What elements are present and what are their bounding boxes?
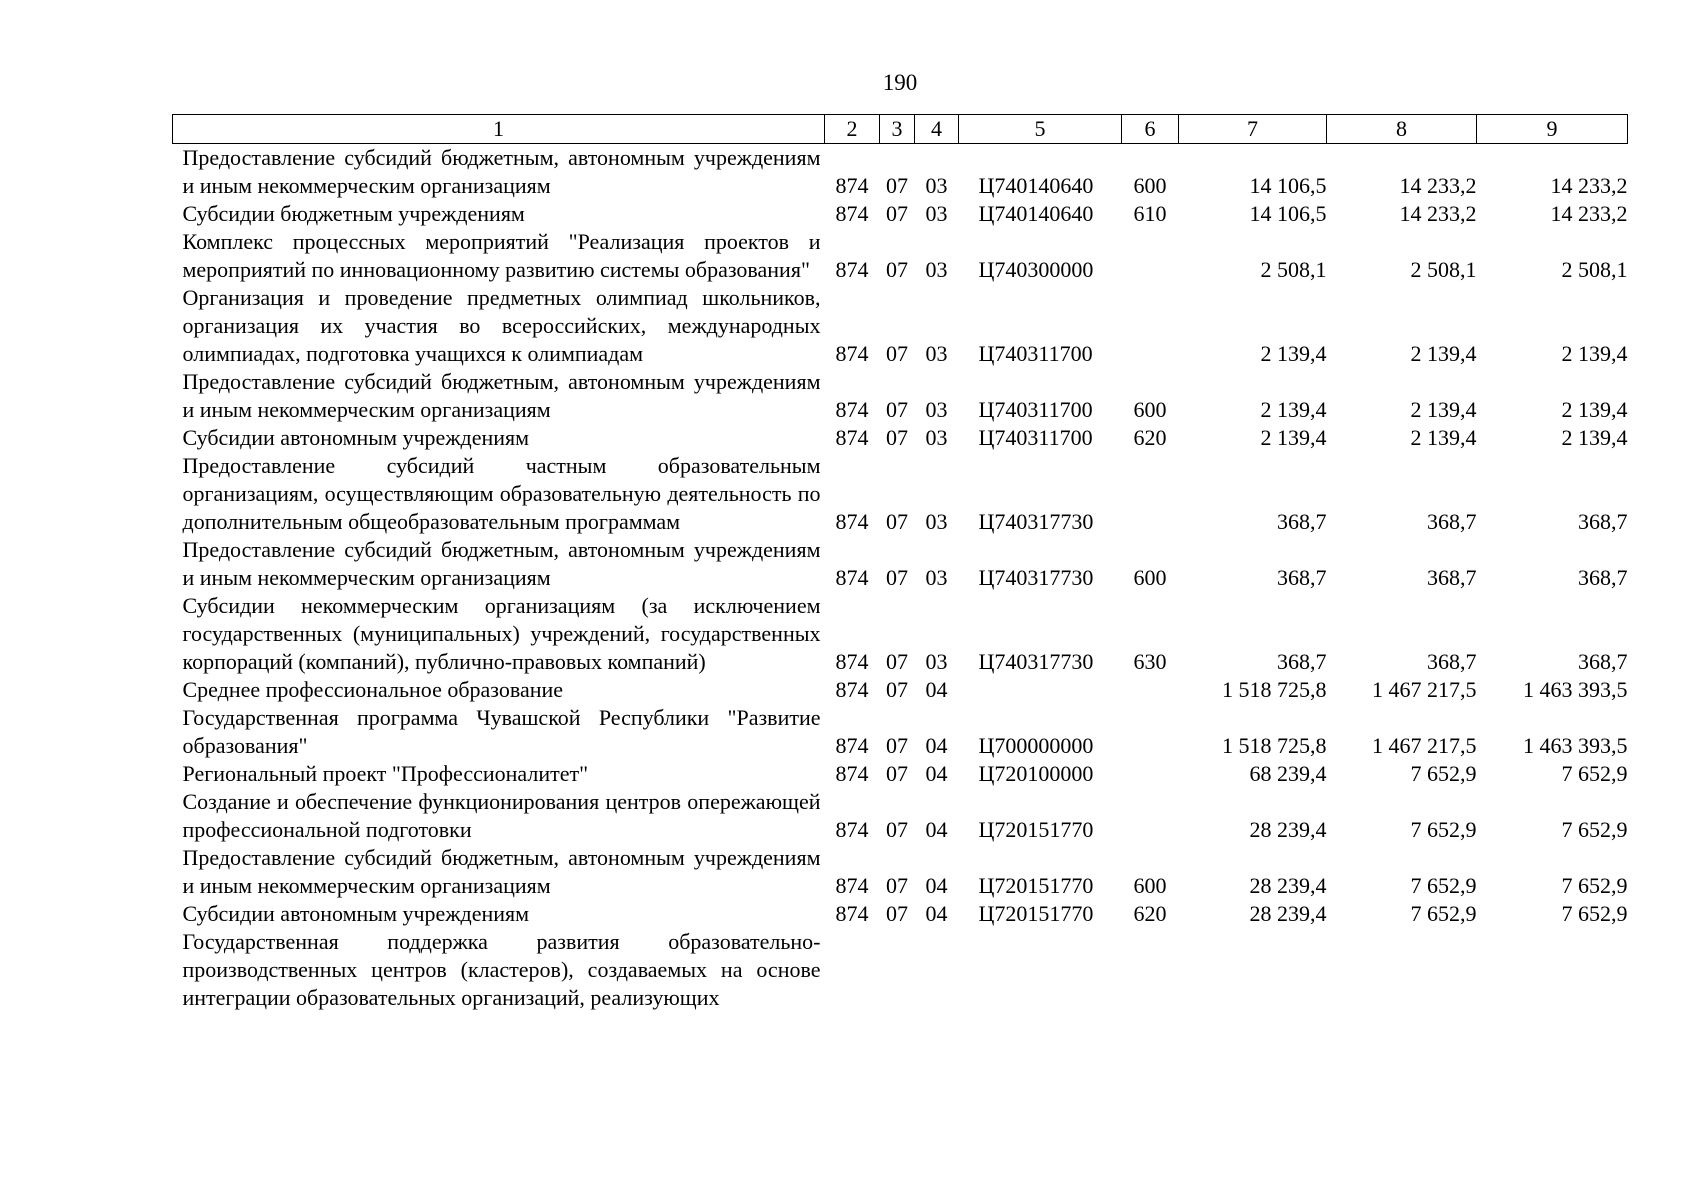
header-cell-6: 6 xyxy=(1122,115,1179,144)
section-cell: 07 xyxy=(886,677,908,702)
table-row xyxy=(173,928,1628,1012)
amount-year1-cell: 2 139,4 xyxy=(1260,397,1327,422)
amount-year1-cell: 2 139,4 xyxy=(1260,425,1327,450)
amount-year3-cell: 368,7 xyxy=(1578,509,1628,534)
amount-year2-cell: 7 652,9 xyxy=(1410,761,1477,786)
table-row xyxy=(173,844,1628,900)
section-cell xyxy=(880,928,915,1012)
subsection-cell: 03 xyxy=(925,201,948,226)
expense-type-cell: 620 xyxy=(1133,901,1167,926)
header-cell-4: 4 xyxy=(915,115,959,144)
amount-year1-cell: 14 106,5 xyxy=(1249,173,1327,198)
expense-type-cell: 600 xyxy=(1133,397,1167,422)
amount-year3-cell: 2 139,4 xyxy=(1561,397,1628,422)
table-row xyxy=(173,760,1628,788)
subsection-cell: 03 xyxy=(925,425,948,450)
admin-code-cell: 874 xyxy=(835,565,869,590)
row-name-cell: Субсидии бюджетным учреждениям xyxy=(182,201,525,226)
header-cell-3: 3 xyxy=(880,115,915,144)
subsection-cell: 04 xyxy=(925,901,948,926)
target-article-cell xyxy=(959,928,1122,1012)
amount-year1-cell: 2 139,4 xyxy=(1260,341,1327,366)
expense-type-cell: 610 xyxy=(1133,201,1167,226)
table-row xyxy=(173,368,1628,424)
table-row xyxy=(173,592,1628,676)
expense-type-cell xyxy=(1122,760,1179,788)
subsection-cell: 04 xyxy=(925,817,948,842)
amount-year1-cell: 368,7 xyxy=(1277,509,1327,534)
row-name-cell: Предоставление субсидий бюджетным, автономным учреждениям и иным некоммерческим организациям xyxy=(182,537,821,590)
amount-year2-cell: 2 139,4 xyxy=(1410,397,1477,422)
subsection-cell: 03 xyxy=(925,397,948,422)
budget-table xyxy=(172,114,1628,1012)
admin-code-cell: 874 xyxy=(835,201,869,226)
table-row xyxy=(173,200,1628,228)
subsection-cell: 03 xyxy=(925,173,948,198)
section-cell: 07 xyxy=(886,733,908,758)
header-cell-9: 9 xyxy=(1477,115,1628,144)
header-row xyxy=(173,115,1628,144)
amount-year1-cell: 1 518 725,8 xyxy=(1222,733,1327,758)
target-article-cell: Ц720100000 xyxy=(978,761,1094,786)
amount-year3-cell: 368,7 xyxy=(1578,565,1628,590)
target-article-cell: Ц740317730 xyxy=(978,509,1094,534)
row-name-cell: Создание и обеспечение функционирования центров опережающей профессиональной подготовки xyxy=(182,789,821,842)
header-cell-2: 2 xyxy=(825,115,880,144)
amount-year1-cell: 28 239,4 xyxy=(1249,817,1327,842)
section-cell: 07 xyxy=(886,509,908,534)
row-name-cell: Региональный проект "Профессионалитет" xyxy=(182,761,589,786)
amount-year3-cell: 7 652,9 xyxy=(1561,817,1628,842)
amount-year1-cell: 2 508,1 xyxy=(1260,257,1327,282)
admin-code-cell: 874 xyxy=(835,397,869,422)
amount-year1-cell: 28 239,4 xyxy=(1249,901,1327,926)
subsection-cell: 03 xyxy=(925,565,948,590)
expense-type-cell xyxy=(1122,452,1179,536)
subsection-cell: 03 xyxy=(925,341,948,366)
table-row xyxy=(173,424,1628,452)
admin-code-cell: 874 xyxy=(835,425,869,450)
section-cell: 07 xyxy=(886,901,908,926)
expense-type-cell xyxy=(1122,676,1179,704)
expense-type-cell: 600 xyxy=(1133,873,1167,898)
admin-code-cell: 874 xyxy=(835,257,869,282)
table-row xyxy=(173,452,1628,536)
amount-year2-cell xyxy=(1327,928,1477,1012)
table-row xyxy=(173,284,1628,368)
subsection-cell: 03 xyxy=(925,509,948,534)
expense-type-cell xyxy=(1122,704,1179,760)
section-cell: 07 xyxy=(886,257,908,282)
table-row xyxy=(173,900,1628,928)
section-cell: 07 xyxy=(886,873,908,898)
admin-code-cell xyxy=(825,928,880,1012)
amount-year2-cell: 2 508,1 xyxy=(1410,257,1477,282)
amount-year1-cell: 368,7 xyxy=(1277,649,1327,674)
section-cell: 07 xyxy=(886,761,908,786)
expense-type-cell: 620 xyxy=(1133,425,1167,450)
amount-year3-cell: 14 233,2 xyxy=(1550,173,1628,198)
page-number: 190 xyxy=(882,70,918,95)
row-name-cell: Организация и проведение предметных олимпиад школьников, организация их участия во всероссийских, международных олимпиадах, подготовка учащихся к олимпиадам xyxy=(182,285,821,366)
amount-year1-cell: 14 106,5 xyxy=(1249,201,1327,226)
table-row xyxy=(173,144,1628,201)
expense-type-cell xyxy=(1122,284,1179,368)
table-body xyxy=(173,144,1628,1013)
section-cell: 07 xyxy=(886,173,908,198)
amount-year3-cell: 1 463 393,5 xyxy=(1523,733,1628,758)
target-article-cell: Ц720151770 xyxy=(978,873,1094,898)
subsection-cell: 04 xyxy=(925,677,948,702)
table-row xyxy=(173,228,1628,284)
amount-year2-cell: 2 139,4 xyxy=(1410,425,1477,450)
target-article-cell: Ц740140640 xyxy=(978,201,1094,226)
target-article-cell: Ц720151770 xyxy=(978,817,1094,842)
section-cell: 07 xyxy=(886,817,908,842)
amount-year2-cell: 368,7 xyxy=(1427,509,1477,534)
amount-year2-cell: 1 467 217,5 xyxy=(1372,677,1477,702)
admin-code-cell: 874 xyxy=(835,649,869,674)
expense-type-cell: 600 xyxy=(1133,173,1167,198)
subsection-cell: 04 xyxy=(925,873,948,898)
subsection-cell xyxy=(915,928,959,1012)
section-cell: 07 xyxy=(886,201,908,226)
table-row xyxy=(173,788,1628,844)
admin-code-cell: 874 xyxy=(835,873,869,898)
row-name-cell: Предоставление субсидий частным образовательным организациям, осуществляющим образовательную деятельность по дополнительным общеобразовательным программам xyxy=(182,453,821,534)
expense-type-cell: 630 xyxy=(1133,649,1167,674)
expense-type-cell xyxy=(1122,928,1179,1012)
admin-code-cell: 874 xyxy=(835,817,869,842)
subsection-cell: 04 xyxy=(925,733,948,758)
table-row xyxy=(173,676,1628,704)
section-cell: 07 xyxy=(886,425,908,450)
target-article-cell: Ц700000000 xyxy=(978,733,1094,758)
header-cell-8: 8 xyxy=(1327,115,1477,144)
target-article-cell: Ц740317730 xyxy=(978,649,1094,674)
amount-year2-cell: 368,7 xyxy=(1427,565,1477,590)
admin-code-cell: 874 xyxy=(835,173,869,198)
row-name-cell: Предоставление субсидий бюджетным, автономным учреждениям и иным некоммерческим организациям xyxy=(182,845,821,898)
amount-year3-cell: 14 233,2 xyxy=(1550,201,1628,226)
subsection-cell: 04 xyxy=(925,761,948,786)
amount-year3-cell: 7 652,9 xyxy=(1561,901,1628,926)
row-name-cell: Предоставление субсидий бюджетным, автономным учреждениям и иным некоммерческим организациям xyxy=(182,369,821,422)
header-cell-1: 1 xyxy=(173,115,825,144)
header-cell-7: 7 xyxy=(1179,115,1327,144)
section-cell: 07 xyxy=(886,341,908,366)
table-row xyxy=(173,536,1628,592)
target-article-cell: Ц740140640 xyxy=(978,173,1094,198)
amount-year3-cell: 2 508,1 xyxy=(1561,257,1628,282)
amount-year2-cell: 7 652,9 xyxy=(1410,901,1477,926)
admin-code-cell: 874 xyxy=(835,733,869,758)
target-article-cell xyxy=(959,676,1122,704)
expense-type-cell: 600 xyxy=(1133,565,1167,590)
amount-year3-cell xyxy=(1477,928,1628,1012)
amount-year1-cell: 368,7 xyxy=(1277,565,1327,590)
admin-code-cell: 874 xyxy=(835,509,869,534)
target-article-cell: Ц740311700 xyxy=(978,341,1093,366)
amount-year2-cell: 368,7 xyxy=(1427,649,1477,674)
admin-code-cell: 874 xyxy=(835,677,869,702)
section-cell: 07 xyxy=(886,565,908,590)
section-cell: 07 xyxy=(886,397,908,422)
admin-code-cell: 874 xyxy=(835,901,869,926)
amount-year2-cell: 2 139,4 xyxy=(1410,341,1477,366)
amount-year3-cell: 2 139,4 xyxy=(1561,341,1628,366)
section-cell: 07 xyxy=(886,649,908,674)
amount-year2-cell: 7 652,9 xyxy=(1410,873,1477,898)
table-row xyxy=(173,704,1628,760)
expense-type-cell xyxy=(1122,788,1179,844)
row-name-cell: Комплекс процессных мероприятий "Реализация проектов и мероприятий по инновационному развитию системы образования" xyxy=(182,229,821,282)
amount-year2-cell: 7 652,9 xyxy=(1410,817,1477,842)
row-name-cell: Субсидии автономным учреждениям xyxy=(182,901,530,926)
row-name-cell: Государственная поддержка развития образовательно-производственных центров (кластеров), создаваемых на основе интеграции образовательных организаций, реализующих xyxy=(182,929,821,1010)
subsection-cell: 03 xyxy=(925,257,948,282)
target-article-cell: Ц740311700 xyxy=(978,425,1093,450)
row-name-cell: Субсидии некоммерческим организациям (за исключением государственных (муниципальных) учреждений, государственных корпораций (компаний), публично-правовых компаний) xyxy=(182,593,821,674)
row-name-cell: Предоставление субсидий бюджетным, автономным учреждениям и иным некоммерческим организациям xyxy=(182,145,821,198)
amount-year2-cell: 14 233,2 xyxy=(1399,201,1477,226)
amount-year3-cell: 368,7 xyxy=(1578,649,1628,674)
amount-year3-cell: 7 652,9 xyxy=(1561,873,1628,898)
amount-year3-cell: 2 139,4 xyxy=(1561,425,1628,450)
amount-year1-cell xyxy=(1179,928,1327,1012)
amount-year1-cell: 28 239,4 xyxy=(1249,873,1327,898)
subsection-cell: 03 xyxy=(925,649,948,674)
amount-year3-cell: 7 652,9 xyxy=(1561,761,1628,786)
amount-year2-cell: 1 467 217,5 xyxy=(1372,733,1477,758)
amount-year1-cell: 68 239,4 xyxy=(1249,761,1327,786)
row-name-cell: Государственная программа Чувашской Республики "Развитие образования" xyxy=(182,705,821,758)
amount-year1-cell: 1 518 725,8 xyxy=(1222,677,1327,702)
amount-year3-cell: 1 463 393,5 xyxy=(1523,677,1628,702)
row-name-cell: Субсидии автономным учреждениям xyxy=(182,425,530,450)
row-name-cell: Среднее профессиональное образование xyxy=(182,677,564,702)
header-cell-5: 5 xyxy=(959,115,1122,144)
admin-code-cell: 874 xyxy=(835,761,869,786)
expense-type-cell xyxy=(1122,228,1179,284)
amount-year2-cell: 14 233,2 xyxy=(1399,173,1477,198)
target-article-cell: Ц740311700 xyxy=(978,397,1093,422)
target-article-cell: Ц740300000 xyxy=(978,257,1094,282)
admin-code-cell: 874 xyxy=(835,341,869,366)
target-article-cell: Ц740317730 xyxy=(978,565,1094,590)
target-article-cell: Ц720151770 xyxy=(978,901,1094,926)
